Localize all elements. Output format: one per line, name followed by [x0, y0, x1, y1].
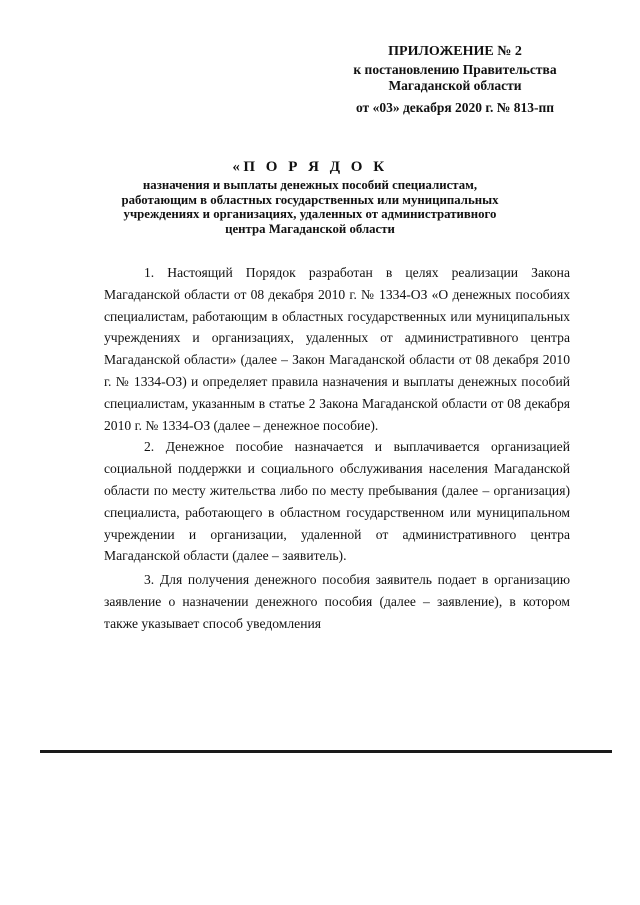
paragraph-3: 3. Для получения денежного пособия заявитель подает в организацию заявление о назначении денежного пособия (далее – заявление), в котором также указывает способ уведомления	[104, 572, 570, 631]
subtitle-line-4: центра Магаданской области	[225, 221, 395, 236]
appendix-header	[330, 44, 580, 116]
subtitle-line-2: работающим в областных государственных или муниципальных	[121, 192, 499, 207]
paragraph-2: 2. Денежное пособие назначается и выплачивается организацией социальной поддержки и социального обслуживания населения Магаданской области по месту жительства либо по месту пребывания (далее – организация) специалиста, работающего в областном государственном или муниципальном учреждении и организации, удаленной от административного центра Магаданской области (далее – заявитель).	[104, 439, 570, 564]
document-body	[104, 262, 570, 635]
paragraph-1: 1. Настоящий Порядок разработан в целях реализации Закона Магаданской области от 08 декабря 2010 г. № 1334-ОЗ «О денежных пособиях специалистам, работающим в областных государственных или муниципальных учреждениях и организациях, удаленных от административного центра Магаданской области» (далее – Закон Магаданской области от 08 декабря 2010 г. № 1334-ОЗ) и определяет правила назначения и выплаты денежных пособий специалистам, указанным в статье 2 Закона Магаданской области от 08 декабря 2010 г. № 1334-ОЗ (далее – денежное пособие).	[104, 265, 570, 433]
appendix-date-line: от «03» декабря 2020 г. № 813-пп	[355, 100, 554, 115]
appendix-region-line: Магаданской области	[388, 78, 522, 93]
subtitle-line-1: назначения и выплаты денежных пособий специалистам,	[142, 178, 478, 192]
document-title: «П О Р Я Д О К	[232, 159, 388, 175]
page-divider	[40, 750, 612, 753]
appendix-reference-line: к постановлению Правительства	[353, 62, 557, 77]
appendix-title: ПРИЛОЖЕНИЕ № 2	[388, 44, 522, 59]
document-subtitle	[110, 178, 510, 236]
subtitle-line-3: учреждениях и организациях, удаленных от административного	[123, 207, 497, 221]
document-title-block	[110, 158, 510, 236]
